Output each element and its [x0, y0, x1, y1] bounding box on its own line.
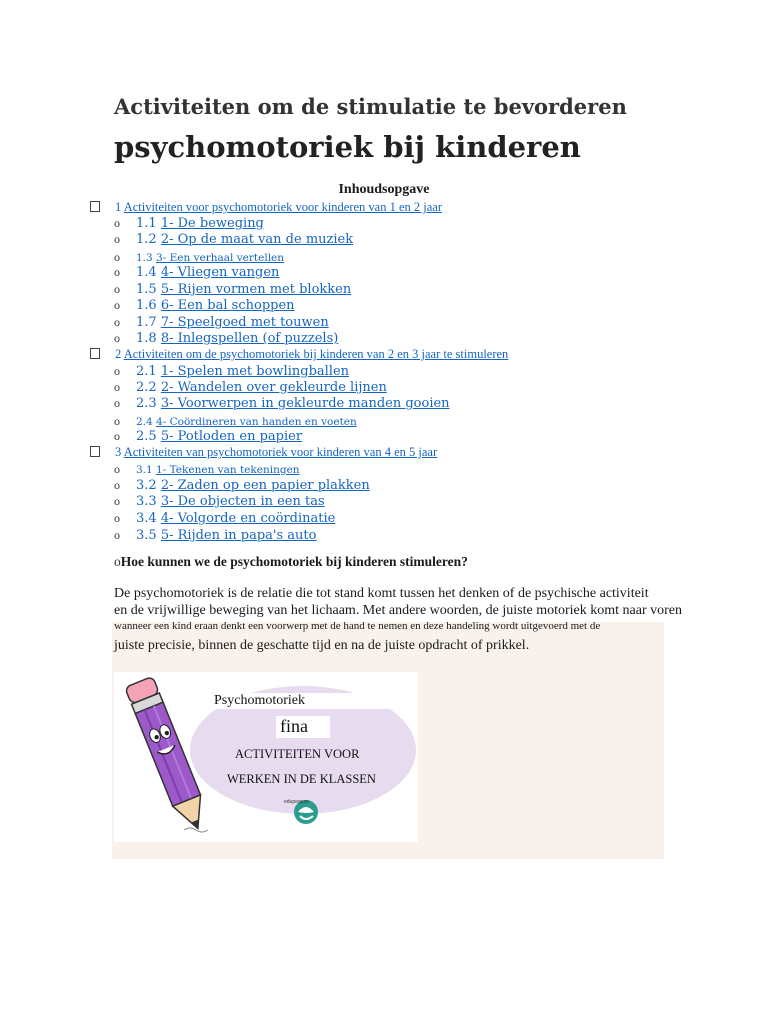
toc-item-number: 1.4	[136, 265, 157, 280]
bullet-circle-icon: o	[114, 331, 120, 345]
toc-section-link[interactable]	[90, 200, 442, 215]
toc-item-link[interactable]	[114, 429, 302, 444]
toc-item-label[interactable]: 1- Spelen met bowlingballen	[160, 364, 350, 379]
toc-item-number: 1.5	[136, 282, 157, 297]
toc-item-link[interactable]	[114, 331, 338, 346]
paragraph-line: en de vrijwillige beweging van het lichaam. Met andere woorden, de juiste motoriek komt naar voren	[114, 603, 682, 618]
toc-item-link[interactable]	[114, 250, 284, 265]
toc-item-link[interactable]	[114, 528, 316, 543]
toc-item-number: 3.2	[136, 478, 157, 493]
toc-title: Inhoudsopgave	[338, 182, 430, 197]
toc-item-link[interactable]	[114, 216, 264, 231]
toc-item-label[interactable]: 2- Zaden op een papier plakken	[160, 478, 370, 493]
toc-item-label[interactable]: 7- Speelgoed met touwen	[160, 315, 329, 330]
toc-item-number: 2.3	[136, 396, 157, 411]
toc-section-label[interactable]: Activiteiten van psychomotoriek voor kinderen van 4 en 5 jaar	[123, 445, 438, 459]
bullet-box-icon	[90, 201, 100, 212]
toc-item-link[interactable]	[114, 282, 351, 297]
toc-item-number: 3.4	[136, 511, 157, 526]
illustration-subtitle: fina	[276, 716, 330, 738]
brand-logo-text: edupeques	[284, 799, 309, 805]
toc-item-number: 2.2	[136, 380, 157, 395]
question-text: Hoe kunnen we de psychomotoriek bij kinderen stimuleren?	[120, 554, 468, 569]
toc-item-label[interactable]: 4- Coördineren van handen en voeten	[156, 416, 357, 428]
toc-section-label[interactable]: Activiteiten om de psychomotoriek bij kinderen van 2 en 3 jaar te stimuleren	[123, 347, 509, 361]
toc-item-label[interactable]: 3- Een verhaal vertellen	[156, 252, 285, 264]
bullet-circle-icon: o	[114, 528, 120, 542]
bullet-circle-icon: o	[114, 380, 120, 394]
toc-section-link[interactable]	[90, 445, 437, 460]
toc-item-label[interactable]: 2- Wandelen over gekleurde lijnen	[160, 380, 387, 395]
bullet-box-icon	[90, 446, 100, 457]
bullet-circle-icon: o	[114, 364, 120, 378]
toc-item-label[interactable]: 8- Inlegspellen (of puzzels)	[160, 331, 339, 346]
toc-item-link[interactable]	[114, 298, 295, 313]
toc-item-number: 3.3	[136, 494, 157, 509]
toc-item-label[interactable]: 3- De objecten in een tas	[160, 494, 325, 509]
illustration-image	[114, 672, 418, 842]
bullet-circle-icon: o	[114, 414, 120, 428]
paragraph-line: wanneer een kind eraan denkt een voorwerp met de hand te nemen en deze handeling wordt uitgevoerd met de	[114, 620, 601, 632]
bullet-circle-icon: o	[114, 265, 120, 279]
toc-item-label[interactable]: 1- De beweging	[160, 216, 264, 231]
toc-item-number: 1.2	[136, 232, 157, 247]
toc-item-link[interactable]	[114, 315, 329, 330]
toc-section-number: 2	[115, 347, 122, 361]
bullet-circle-icon: o	[114, 298, 120, 312]
bullet-circle-icon: o	[114, 315, 120, 329]
toc-item-label[interactable]: 6- Een bal schoppen	[160, 298, 295, 313]
toc-section-label[interactable]: Activiteiten voor psychomotoriek voor kinderen van 1 en 2 jaar	[123, 200, 442, 214]
toc-item-link[interactable]	[114, 380, 387, 395]
bullet: o	[114, 554, 121, 569]
toc-item-label[interactable]: 2- Op de maat van de muziek	[160, 232, 354, 247]
toc-item-number: 1.1	[136, 216, 157, 231]
toc-item-link[interactable]	[114, 265, 279, 280]
bullet-circle-icon: o	[114, 429, 120, 443]
toc-item-link[interactable]	[114, 478, 370, 493]
illustration-caption: WERKEN IN DE KLASSEN	[227, 772, 376, 786]
toc-item-label[interactable]: 5- Rijden in papa's auto	[160, 528, 317, 543]
toc-item-number: 2.5	[136, 429, 157, 444]
bullet-circle-icon: o	[114, 216, 120, 230]
bullet-circle-icon: o	[114, 478, 120, 492]
toc-item-label[interactable]: 1- Tekenen van tekeningen	[156, 464, 300, 476]
toc-item-link[interactable]	[114, 511, 335, 526]
toc-item-number: 2.1	[136, 364, 157, 379]
toc-item-number: 3.1	[136, 464, 153, 476]
bullet-circle-icon: o	[114, 250, 120, 264]
toc-item-number: 1.7	[136, 315, 157, 330]
bullet-circle-icon: o	[114, 494, 120, 508]
toc-item-link[interactable]	[114, 414, 357, 429]
toc-item-link[interactable]	[114, 232, 353, 247]
toc-item-link[interactable]	[114, 364, 349, 379]
toc-item-label[interactable]: 3- Voorwerpen in gekleurde manden gooien	[160, 396, 450, 411]
bullet-circle-icon: o	[114, 511, 120, 525]
illustration-caption: ACTIVITEITEN VOOR	[235, 747, 360, 761]
toc-item-label[interactable]: 5- Potloden en papier	[160, 429, 303, 444]
pencil-character-icon	[114, 672, 224, 842]
toc-item-label[interactable]: 5- Rijen vormen met blokken	[160, 282, 352, 297]
toc-item-number: 1.3	[136, 252, 153, 264]
paragraph-line: juiste precisie, binnen de geschatte tijd en na de juiste opdracht of prikkel.	[114, 638, 530, 653]
bullet-circle-icon: o	[114, 232, 120, 246]
section-question	[114, 554, 468, 570]
toc-item-link[interactable]	[114, 396, 450, 411]
bullet-circle-icon: o	[114, 462, 120, 476]
toc-item-number: 3.5	[136, 528, 157, 543]
bullet-box-icon	[90, 348, 100, 359]
toc-section-link[interactable]	[90, 347, 508, 362]
document-title: psychomotoriek bij kinderen	[114, 130, 581, 164]
toc-item-label[interactable]: 4- Vliegen vangen	[160, 265, 280, 280]
toc-section-number: 1	[115, 200, 122, 214]
illustration-title: Psychomotoriek	[212, 693, 394, 709]
toc-section-number: 3	[115, 445, 122, 459]
bullet-circle-icon: o	[114, 396, 120, 410]
paragraph-line: De psychomotoriek is de relatie die tot stand komt tussen het denken of de psychische activiteit	[114, 586, 649, 601]
toc-item-number: 2.4	[136, 416, 153, 428]
toc-item-number: 1.8	[136, 331, 157, 346]
toc-item-link[interactable]	[114, 462, 300, 477]
toc-item-number: 1.6	[136, 298, 157, 313]
document-heading: Activiteiten om de stimulatie te bevorderen	[114, 94, 627, 119]
toc-item-label[interactable]: 4- Volgorde en coördinatie	[160, 511, 336, 526]
toc-item-link[interactable]	[114, 494, 325, 509]
bullet-circle-icon: o	[114, 282, 120, 296]
